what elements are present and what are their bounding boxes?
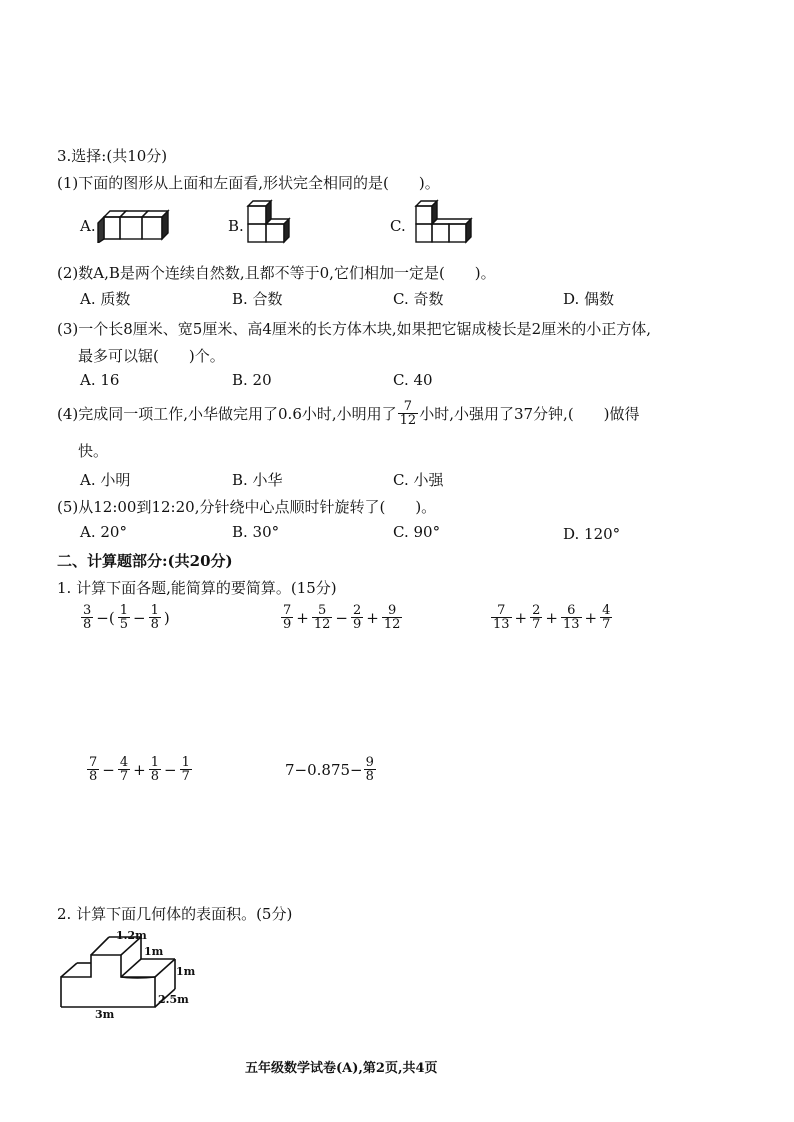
expr4-frac-a [87, 756, 99, 783]
expr2-op1: + [296, 608, 309, 627]
numerator: 4 [119, 755, 129, 770]
q4-fraction [398, 400, 419, 427]
q4-text-line1 [57, 400, 640, 427]
q4-text-before: (4)完成同一项工作,小华做完用了0.6小时,小明用了 [57, 405, 397, 423]
q1-figure-a [96, 205, 172, 243]
expr1-frac-b [118, 604, 130, 631]
expr-3 [490, 604, 613, 631]
q5-option-b: B. 30° [232, 523, 280, 541]
numerator: 3 [83, 603, 92, 618]
denominator: 13 [493, 617, 510, 632]
part2-heading: 二、计算题部分:(共20分) [57, 552, 233, 570]
denominator: 5 [119, 617, 128, 632]
q4-option-b: B. 小华 [232, 471, 283, 489]
numerator: 5 [312, 604, 333, 618]
denominator: 7 [181, 769, 190, 784]
figure-label-right-top: 1m [144, 945, 164, 958]
q4-frac-denominator: 12 [399, 413, 417, 428]
expr-1 [80, 604, 172, 631]
q2-option-d: D. 偶数 [563, 290, 615, 308]
expr3-frac-d [600, 604, 612, 631]
denominator: 7 [119, 769, 129, 784]
q1-text: (1)下面的图形从上面和左面看,形状完全相同的是( )。 [57, 174, 440, 192]
figure-label-bottom: 3m [95, 1008, 115, 1021]
expr3-frac-a [491, 604, 512, 631]
expr4-frac-c [149, 756, 161, 783]
q3-option-b: B. 20 [232, 371, 272, 389]
section3-heading: 3.选择:(共10分) [57, 147, 168, 165]
numerator: 6 [561, 604, 582, 618]
expr2-frac-b [312, 604, 333, 631]
denominator: 12 [313, 617, 331, 632]
numerator: 7 [283, 603, 292, 618]
q1-option-c-label: C. [390, 217, 406, 235]
numerator: 2 [532, 603, 541, 618]
expr4-op2: + [133, 760, 146, 779]
expr2-op2: − [335, 608, 348, 627]
expr4-op1: − [102, 760, 115, 779]
denominator: 12 [383, 617, 401, 632]
q1-figure-c [404, 198, 478, 246]
page-footer: 五年级数学试卷(A),第2页,共4页 [245, 1061, 438, 1076]
q4-option-a: A. 小明 [80, 471, 131, 489]
expr3-op2: + [545, 608, 558, 627]
numerator: 9 [365, 755, 374, 770]
part2-q2-heading: 2. 计算下面几何体的表面积。(5分) [57, 905, 293, 923]
expr4-op3: − [164, 760, 177, 779]
part2-q1-heading: 1. 计算下面各题,能简算的要简算。(15分) [57, 579, 337, 597]
expr5-frac-a [364, 756, 376, 783]
denominator: 7 [532, 617, 541, 632]
denominator: 8 [83, 617, 92, 632]
denominator: 13 [562, 617, 580, 632]
expr3-op1: + [514, 608, 528, 627]
q4-option-c: C. 小强 [393, 471, 444, 489]
expr3-frac-b [530, 604, 542, 631]
q5-option-d: D. 120° [563, 525, 621, 543]
q3-text-line2: 最多可以锯( )个。 [78, 347, 225, 365]
figure-label-depth: 2.5m [158, 993, 189, 1006]
expr1-frac-c [149, 604, 161, 631]
numerator: 4 [602, 603, 611, 618]
expr2-op3: + [366, 608, 379, 627]
q2-option-b: B. 合数 [232, 290, 283, 308]
expr3-frac-c [561, 604, 582, 631]
q3-option-a: A. 16 [80, 371, 120, 389]
q1-option-b-label: B. [228, 217, 244, 235]
numerator: 2 [352, 603, 362, 618]
denominator: 8 [89, 769, 98, 784]
q2-text: (2)数A,B是两个连续自然数,且都不等于0,它们相加一定是( )。 [57, 264, 496, 282]
numerator: 1 [150, 755, 159, 770]
denominator: 7 [602, 617, 611, 632]
expr4-frac-b [118, 756, 130, 783]
expr2-frac-c [351, 604, 363, 631]
numerator: 1 [150, 603, 159, 618]
q4-text-line2: 快。 [78, 442, 109, 460]
expr3-op3: + [584, 608, 598, 627]
q4-text-after: 小时,小强用了37分钟,( )做得 [419, 405, 640, 423]
q1-figure-b [244, 198, 304, 246]
expr-2 [280, 604, 403, 631]
expr2-frac-a [281, 604, 293, 631]
denominator: 9 [283, 617, 292, 632]
expr1-op2: − [132, 608, 146, 627]
q5-option-c: C. 90° [393, 523, 441, 541]
expr2-frac-d [382, 604, 403, 631]
expr5-lead: 7−0.875− [285, 760, 363, 779]
numerator: 1 [181, 755, 190, 770]
q2-option-c: C. 奇数 [393, 290, 444, 308]
numerator: 9 [382, 604, 403, 618]
numerator: 7 [491, 604, 512, 618]
expr1-frac-a [81, 604, 93, 631]
expr4-frac-d [180, 756, 192, 783]
numerator: 1 [119, 603, 128, 618]
figure-label-right-mid: 1m [176, 965, 196, 978]
denominator: 8 [150, 769, 159, 784]
q3-text-line1: (3)一个长8厘米、宽5厘米、高4厘米的长方体木块,如果把它锯成棱长是2厘米的小正方体, [57, 320, 651, 338]
figure-label-top: 1.2m [116, 929, 147, 942]
q4-frac-numerator: 7 [398, 400, 419, 414]
q5-option-a: A. 20° [80, 523, 127, 541]
denominator: 8 [150, 617, 159, 632]
expr1-close: ) [163, 608, 170, 627]
numerator: 7 [89, 755, 98, 770]
expr-5 [285, 756, 377, 783]
expr-4 [86, 756, 193, 783]
denominator: 8 [365, 769, 374, 784]
q3-option-c: C. 40 [393, 371, 433, 389]
q2-option-a: A. 质数 [80, 290, 131, 308]
expr1-op1: −( [96, 608, 115, 627]
q5-text: (5)从12:00到12:20,分针绕中心点顺时针旋转了( )。 [57, 498, 437, 516]
q1-option-a-label: A. [80, 217, 96, 235]
denominator: 9 [352, 617, 362, 632]
